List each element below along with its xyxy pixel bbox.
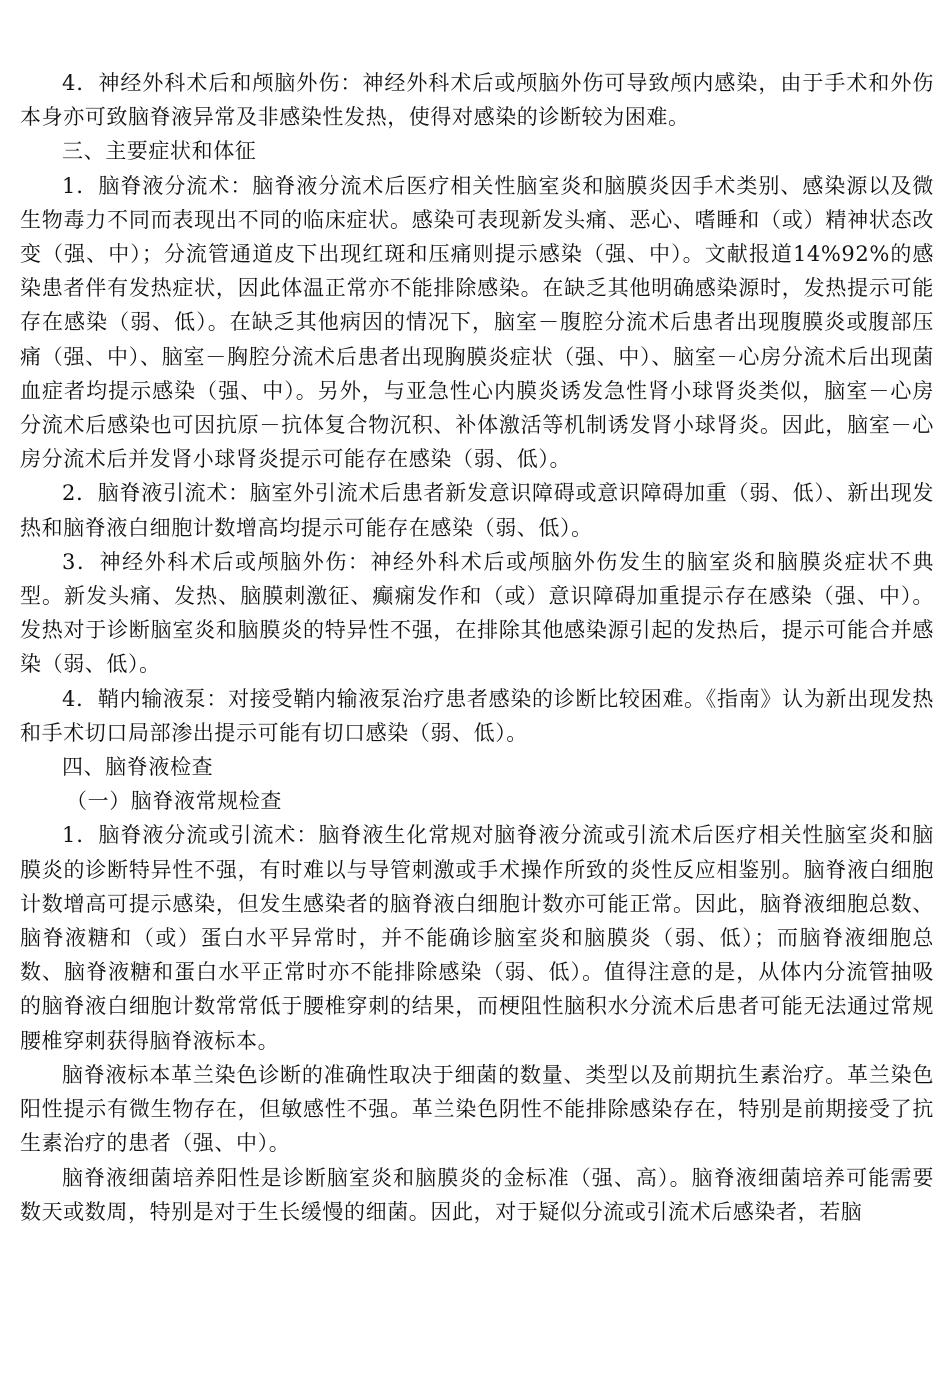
section-heading-csf-exam: 四、脑脊液检查 — [62, 755, 214, 780]
paragraph-intrathecal-pump: 4．鞘内输液泵：对接受鞘内输液泵治疗患者感染的诊断比较困难。《指南》认为新出现发热和手术切口局部渗出提示可能有切口感染（弱、低）。 — [20, 686, 934, 745]
subsection-heading-routine-exam: （一）脑脊液常规检查 — [66, 789, 282, 814]
paragraph-gram-stain: 脑脊液标本革兰染色诊断的准确性取决于细菌的数量、类型以及前期抗生素治疗。革兰染色阳性提示有微生物存在，但敏感性不强。革兰染色阴性不能排除感染存在，特别是前期接受了抗生素治疗的患者（强、中）。 — [20, 1062, 934, 1156]
paragraph-neurosurgery-symptoms: 3．神经外科术后或颅脑外伤：神经外科术后或颅脑外伤发生的脑室炎和脑膜炎症状不典型。新发头痛、发热、脑膜刺激征、癫痫发作和（或）意识障碍加重提示存在感染（强、中）。发热对于诊断脑室炎和脑膜炎的特异性不强，在排除其他感染源引起的发热后，提示可能合并感染（弱、低）。 — [20, 549, 934, 677]
paragraph-csf-routine-exam: 1．脑脊液分流或引流术：脑脊液生化常规对脑脊液分流或引流术后医疗相关性脑室炎和脑膜炎的诊断特异性不强，有时难以与导管刺激或手术操作所致的炎性反应相鉴别。脑脊液白细胞计数增高可提示感染，但发生感染者的脑脊液白细胞计数亦可能正常。因此，脑脊液细胞总数、脑脊液糖和（或）蛋白水平异常时，并不能确诊脑室炎和脑膜炎（弱、低）；而脑脊液细胞总数、脑脊液糖和蛋白水平正常时亦不能排除感染（弱、低）。值得注意的是，从体内分流管抽吸的脑脊液白细胞计数常常低于腰椎穿刺的结果，而梗阻性脑积水分流术后患者可能无法通过常规腰椎穿刺获得脑脊液标本。 — [20, 823, 934, 1053]
paragraph-csf-shunt-symptoms: 1．脑脊液分流术：脑脊液分流术后医疗相关性脑室炎和脑膜炎因手术类别、感染源以及微生物毒力不同而表现出不同的临床症状。感染可表现新发头痛、恶心、嗜睡和（或）精神状态改变（强、中）；分流管通道皮下出现红斑和压痛则提示感染（强、中）。文献报道14%92%的感染患者伴有发热症状，因此体温正常亦不能排除感染。在缺乏其他明确感染源时，发热提示可能存在感染（弱、低）。在缺乏其他病因的情况下，脑室－腹腔分流术后患者出现腹膜炎或腹部压痛（强、中）、脑室－胸腔分流术后患者出现胸膜炎症状（强、中）、脑室－心房分流术后出现菌血症者均提示感染（强、中）。另外，与亚急性心内膜炎诱发急性肾小球肾炎类似，脑室－心房分流术后感染也可因抗原－抗体复合物沉积、补体激活等机制诱发肾小球肾炎。因此，脑室－心房分流术后并发肾小球肾炎提示可能存在感染（弱、低）。 — [20, 173, 934, 472]
paragraph-neurosurgery-intro: 4．神经外科术后和颅脑外伤：神经外科术后或颅脑外伤可导致颅内感染，由于手术和外伤本身亦可致脑脊液异常及非感染性发热，使得对感染的诊断较为困难。 — [20, 71, 934, 130]
paragraph-csf-drainage-symptoms: 2．脑脊液引流术：脑室外引流术后患者新发意识障碍或意识障碍加重（弱、低）、新出现发热和脑脊液白细胞计数增高均提示可能存在感染（弱、低）。 — [20, 481, 934, 540]
paragraph-bacterial-culture: 脑脊液细菌培养阳性是诊断脑室炎和脑膜炎的金标准（强、高）。脑脊液细菌培养可能需要数天或数周，特别是对于生长缓慢的细菌。因此，对于疑似分流或引流术后感染者，若脑 — [20, 1165, 934, 1224]
section-heading-symptoms: 三、主要症状和体征 — [62, 139, 257, 164]
